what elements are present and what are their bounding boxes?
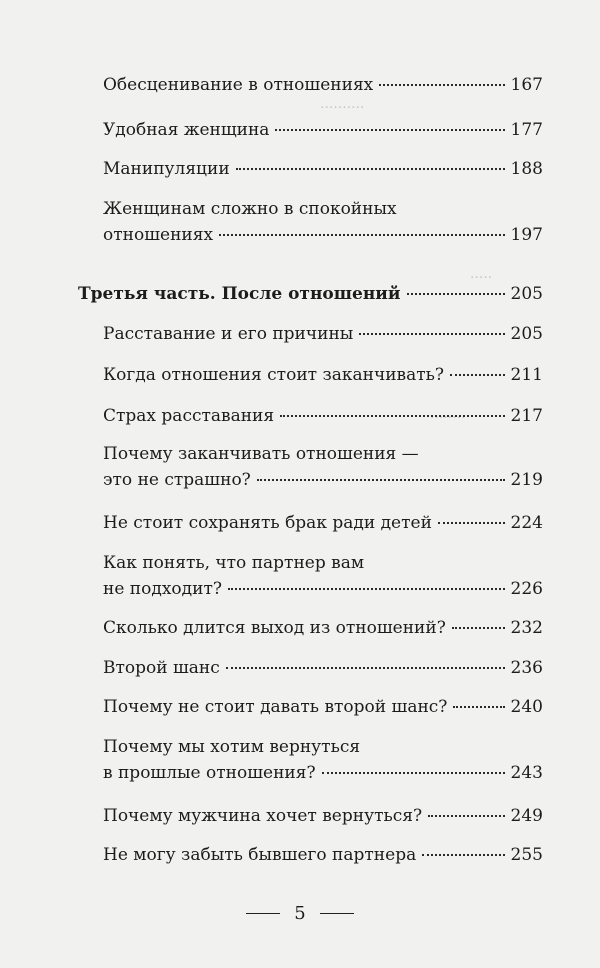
- toc-entry[interactable]: [103, 403, 543, 429]
- toc-entry-page: 211: [510, 365, 543, 385]
- leader-dots: [453, 706, 504, 708]
- toc-entry-title: Почему заканчивать отношения —: [103, 444, 419, 464]
- toc-entry-title: Страх расставания: [103, 406, 275, 426]
- toc-entry-title-cont: это не страшно?: [103, 470, 251, 490]
- page-number: [0, 903, 600, 924]
- toc-entry-page: 217: [510, 406, 543, 426]
- toc-entry[interactable]: [103, 550, 543, 602]
- leader-dots: [228, 588, 505, 590]
- leader-dots: [359, 333, 504, 335]
- toc-entry-page: 236: [510, 658, 543, 678]
- toc-entry[interactable]: [103, 72, 543, 98]
- toc-entry-page: 205: [510, 284, 543, 304]
- toc-entry[interactable]: [103, 510, 543, 536]
- toc-entry[interactable]: [103, 734, 543, 786]
- toc-entry-title-cont: не подходит?: [103, 579, 222, 599]
- toc-entry[interactable]: [103, 362, 543, 388]
- toc-entry-title: Обесценивание в отношениях: [103, 75, 374, 95]
- toc-entry[interactable]: [103, 803, 543, 829]
- toc-entry-page: 205: [510, 324, 543, 344]
- toc-entry-title: Почему мы хотим вернуться: [103, 737, 361, 757]
- toc-part-title: Третья часть. После отношений: [78, 284, 401, 304]
- leader-dots: [428, 815, 504, 817]
- toc-entry-title: Расставание и его причины: [103, 324, 354, 344]
- toc-entry[interactable]: [103, 655, 543, 681]
- toc-entry-title: Женщинам сложно в спокойных: [103, 199, 397, 219]
- toc-entry[interactable]: [103, 694, 543, 720]
- leader-dots: [236, 168, 505, 170]
- folio-dash-right: [320, 913, 354, 914]
- toc-entry-page: 243: [510, 763, 543, 783]
- bleed-through-text: ·········· ····· ········: [320, 100, 493, 426]
- leader-dots: [452, 627, 505, 629]
- toc-entry[interactable]: [103, 842, 543, 868]
- leader-dots: [438, 522, 505, 524]
- leader-dots: [280, 415, 504, 417]
- toc-entry-title: Не могу забыть бывшего партнера: [103, 845, 417, 865]
- leader-dots: [219, 234, 505, 236]
- toc-entry-title: Удобная женщина: [103, 120, 270, 140]
- folio-dash-left: [246, 913, 280, 914]
- leader-dots: [407, 293, 505, 295]
- toc-entry-page: 249: [510, 806, 543, 826]
- toc-entry-title: Сколько длится выход из отношений?: [103, 618, 446, 638]
- toc-entry-title: Почему не стоит давать второй шанс?: [103, 697, 448, 717]
- leader-dots: [275, 129, 504, 131]
- toc-entry-title: Когда отношения стоит заканчивать?: [103, 365, 445, 385]
- toc-entry-page: 232: [510, 618, 543, 638]
- leader-dots: [257, 479, 505, 481]
- toc-entry-page: 255: [510, 845, 543, 865]
- leader-dots: [226, 667, 505, 669]
- toc-part-heading[interactable]: [78, 281, 543, 307]
- toc-entry-page: 224: [510, 513, 543, 533]
- toc-entry-title: Как понять, что партнер вам: [103, 553, 365, 573]
- toc-entry[interactable]: [103, 196, 543, 248]
- toc-entry-page: 177: [510, 120, 543, 140]
- toc-entry-page: 197: [510, 225, 543, 245]
- toc-entry[interactable]: [103, 615, 543, 641]
- toc-entry[interactable]: [103, 117, 543, 143]
- leader-dots: [322, 772, 505, 774]
- toc-entry-page: 240: [510, 697, 543, 717]
- toc-entry-page: 219: [510, 470, 543, 490]
- toc-entry[interactable]: [103, 441, 543, 493]
- toc-entry-page: 226: [510, 579, 543, 599]
- leader-dots: [450, 374, 505, 376]
- toc-entry-title: Манипуляции: [103, 159, 230, 179]
- toc-entry-title: Почему мужчина хочет вернуться?: [103, 806, 423, 826]
- toc-entry-title: Второй шанс: [103, 658, 220, 678]
- toc-entry-title: Не стоит сохранять брак ради детей: [103, 513, 432, 533]
- toc-entry-title-cont: отношениях: [103, 225, 214, 245]
- toc-entry[interactable]: [103, 321, 543, 347]
- toc-entry-page: 188: [510, 159, 543, 179]
- toc-entry-page: 167: [510, 75, 543, 95]
- toc-entry-title-cont: в прошлые отношения?: [103, 763, 316, 783]
- leader-dots: [422, 854, 504, 856]
- toc-entry[interactable]: [103, 156, 543, 182]
- leader-dots: [379, 84, 504, 86]
- page-number-value: 5: [294, 903, 306, 924]
